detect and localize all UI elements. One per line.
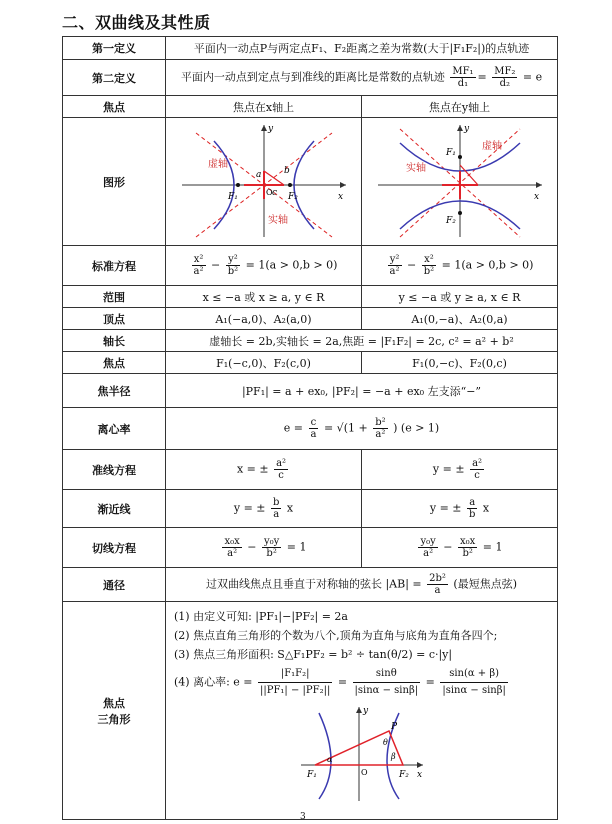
- label-y: y: [362, 706, 368, 716]
- figure-left: [166, 118, 362, 246]
- frac-num: y²: [226, 254, 240, 266]
- frac: [388, 254, 402, 277]
- vertex-right: A₁(0,−a)、A₂(0,a): [362, 308, 558, 330]
- hyperbola-x-figure: [174, 119, 354, 241]
- frac: [353, 666, 421, 699]
- prop-4: (4) 离心率: e = $\frac{\text{|F₁F₂|}}{\text{||PF₁| − |PF₂||}}$ = $\frac{\sin\theta}{|\sin\alpha - \sin\beta|}$ = $\frac{\sin(\alpha + \beta)}{|\sin\alpha - \sin\beta|}$: [174, 666, 549, 699]
- directrix-left: [166, 450, 362, 490]
- row-def2: [63, 60, 558, 96]
- frac-den: a²: [423, 548, 434, 559]
- frac: [262, 536, 281, 559]
- row-label: 顶点: [63, 308, 166, 330]
- label-f1: F₁: [227, 192, 238, 202]
- def2-frac1: [450, 66, 475, 89]
- row-def1: [63, 37, 558, 60]
- triangle-props: [166, 602, 558, 820]
- frac-num: y²: [388, 254, 402, 266]
- frac-den: a: [434, 585, 441, 596]
- label-o: O: [360, 768, 368, 777]
- frac-num: b: [273, 497, 280, 508]
- label-c: c: [271, 188, 277, 198]
- frac-den: b²: [423, 266, 435, 277]
- focal-triangle-figure: [297, 703, 427, 803]
- row-label: 轴长: [63, 330, 166, 352]
- def1-text: 平面内一动点P与两定点F₁、F₂距离之差为常数(大于|F₁F₂|)的点轨迹: [166, 37, 558, 60]
- std-left: $\frac{\text{x²}}{\text{a²}}$ − $\frac{\text{y²}}{\text{b²}}$ = 1(a > 0,b > 0): [166, 246, 362, 286]
- frac-den: b²: [266, 548, 277, 559]
- frac-num: a²: [472, 458, 483, 469]
- frac-den: |sinα − sinβ|: [354, 685, 419, 696]
- frac-num: x²: [192, 254, 206, 266]
- triangle-figure-wrap: [174, 703, 549, 808]
- tangent-left: $\frac{\text{x₀x}}{\text{a²}}$ − $\frac{\text{y₀y}}{\text{b²}}$ = 1: [166, 528, 362, 568]
- range-right: y ≤ −a 或 y ≥ a, x ∈ R: [362, 286, 558, 308]
- frac: [271, 497, 281, 520]
- label-f1: F₁: [306, 770, 317, 780]
- asym-right: [362, 490, 558, 528]
- row-label: 焦点: [63, 352, 166, 374]
- figure-right: [362, 118, 558, 246]
- frac-den: |sinα − sinβ|: [442, 685, 506, 696]
- hyperbola-y-figure: [370, 119, 550, 241]
- asym-pre: y = ±: [233, 501, 266, 515]
- latus-pre: 过双曲线焦点且垂直于对称轴的弦长 |AB| =: [205, 577, 422, 591]
- row-label: 渐近线: [63, 490, 166, 528]
- row-focal-triangle: [63, 602, 558, 820]
- ecc-tail: ) (e > 1): [393, 421, 440, 435]
- frac-den: b²: [462, 548, 473, 559]
- frac-num: x₀x: [460, 536, 476, 547]
- frac-num: sin(α + β): [440, 666, 508, 683]
- frac-num: |F₁F₂|: [258, 666, 332, 683]
- tangent-right: $\frac{\text{y₀y}}{\text{a²}}$ − $\frac{\text{x₀x}}{\text{b²}}$ = 1: [362, 528, 558, 568]
- frac-den: a²: [389, 266, 400, 277]
- std-tail: = 1(a > 0,b > 0): [245, 258, 338, 272]
- row-label: 准线方程: [63, 450, 166, 490]
- label-x: x: [416, 770, 422, 780]
- row-asym: [63, 490, 558, 528]
- focus-point: [458, 211, 462, 215]
- frac-num: MF₁: [452, 66, 474, 77]
- foci-left: F₁(−c,0)、F₂(c,0): [166, 352, 362, 374]
- row-directrix: [63, 450, 558, 490]
- prop-3: (3) 焦点三角形面积: S△F₁PF₂ = b² ÷ tan(θ/2) = c·|y|: [174, 648, 453, 661]
- row-range: [63, 286, 558, 308]
- latus-tail: (最短焦点弦): [453, 577, 518, 591]
- asym-tail: x: [482, 501, 490, 515]
- frac: [274, 458, 288, 481]
- frac: [440, 666, 508, 699]
- frac: [470, 458, 484, 481]
- row-label: 通径: [63, 568, 166, 602]
- row-label: 离心率: [63, 408, 166, 450]
- vertex-left: A₁(−a,0)、A₂(a,0): [166, 308, 362, 330]
- frac-num: MF₂: [494, 66, 516, 77]
- latus-cell: [166, 568, 558, 602]
- row-label: 第一定义: [63, 37, 166, 60]
- frac: [258, 666, 332, 699]
- y-axis-arrow: [457, 125, 463, 131]
- label-y: y: [267, 124, 273, 134]
- frac-num: b²: [375, 417, 386, 428]
- frac-num: a: [467, 497, 477, 509]
- y-axis-arrow: [356, 707, 362, 713]
- row-radius: [63, 374, 558, 408]
- focus-point: [288, 183, 292, 187]
- frac: [226, 254, 240, 277]
- ecc-cell: [166, 408, 558, 450]
- label-f2: F₂: [445, 216, 456, 226]
- row-foci: [63, 352, 558, 374]
- def2-tail: = e: [522, 70, 543, 84]
- label-alpha: α: [326, 755, 332, 764]
- row-axis: [63, 330, 558, 352]
- label-a: a: [255, 170, 261, 180]
- frac-den: c: [474, 470, 480, 481]
- row-std: [63, 246, 558, 286]
- label-o: O: [265, 188, 273, 197]
- frac-den: a²: [193, 266, 204, 277]
- label-f1: F₁: [445, 148, 456, 158]
- asym-left: [166, 490, 362, 528]
- label-f2: F₂: [287, 192, 298, 202]
- p4-pre: (4) 离心率: e =: [174, 675, 253, 689]
- range-left: x ≤ −a 或 x ≥ a, y ∈ R: [166, 286, 362, 308]
- frac-den: c: [278, 470, 284, 481]
- frac: [309, 417, 319, 440]
- row-label: 范围: [63, 286, 166, 308]
- frac-den: a²: [227, 548, 238, 559]
- hyperbola-table: [62, 36, 558, 820]
- focus-point: [236, 183, 240, 187]
- row-tangent: [63, 528, 558, 568]
- ecc-pre: e =: [283, 421, 303, 435]
- row-label: 切线方程: [63, 528, 166, 568]
- label-x: x: [533, 192, 539, 202]
- row-label: 图形: [63, 118, 166, 246]
- frac-num: 2b²: [429, 573, 446, 584]
- label-y: y: [463, 124, 469, 134]
- std-right: $\frac{\text{y²}}{\text{a²}}$ − $\frac{\text{x²}}{\text{b²}}$ = 1(a > 0,b > 0): [362, 246, 558, 286]
- frac-den: a: [273, 509, 280, 520]
- frac-den: d₁: [457, 78, 469, 89]
- label-shi: 实轴: [267, 215, 288, 226]
- def2-text: 平面内一动点到定点与到准线的距离比是常数的点轨迹: [180, 70, 445, 84]
- row-focus-pos: [63, 96, 558, 118]
- dir-pre: x = ±: [236, 462, 269, 476]
- frac: [427, 573, 448, 596]
- label-f2: F₂: [398, 770, 409, 780]
- frac-num: c: [309, 417, 319, 429]
- c-segment: [264, 171, 284, 185]
- asym-tail: x: [286, 501, 294, 515]
- row-label: 焦点: [63, 96, 166, 118]
- row-figure: [63, 118, 558, 246]
- frac-den: ||PF₁| − |PF₂||: [260, 685, 331, 696]
- label-beta: β: [390, 752, 396, 761]
- dir-pre: y = ±: [432, 462, 465, 476]
- frac-den: b: [469, 509, 476, 520]
- frac-den: b²: [227, 266, 239, 277]
- label-xu: 虚轴: [207, 159, 228, 170]
- row-label: 标准方程: [63, 246, 166, 286]
- frac: [467, 497, 477, 520]
- row-ecc: [63, 408, 558, 450]
- label-shi: 实轴: [405, 163, 426, 174]
- label-theta: θ: [382, 738, 388, 747]
- directrix-right: [362, 450, 558, 490]
- focus-pos-right: 焦点在y轴上: [362, 96, 558, 118]
- prop-1: (1) 由定义可知: |PF₁|−|PF₂| = 2a: [174, 610, 348, 623]
- frac: [422, 254, 436, 277]
- tangent-tail: = 1: [482, 540, 503, 554]
- row-label: 第二定义: [63, 60, 166, 96]
- label-b: b: [283, 166, 290, 176]
- frac-num: x²: [422, 254, 436, 266]
- frac-num: x₀x: [224, 536, 240, 547]
- def2-cell: 平面内一动点到定点与到准线的距离比是常数的点轨迹 $\frac{\text{MF₁}}{\text{d₁}}$ = $\frac{\text{MF₂}}{\text{d₂}}$ = e: [166, 60, 558, 96]
- frac-num: sinθ: [353, 666, 421, 683]
- ecc-mid: = √(1 +: [323, 421, 368, 435]
- y-axis-arrow: [261, 125, 267, 131]
- tangent-tail: = 1: [286, 540, 307, 554]
- frac-num: y₀y: [263, 536, 280, 547]
- prop-2: (2) 焦点直角三角形的个数为八个,顶角为直角与底角为直角各四个;: [174, 629, 498, 642]
- c-segment: [460, 165, 478, 185]
- focus-pos-left: 焦点在x轴上: [166, 96, 362, 118]
- std-tail: = 1(a > 0,b > 0): [441, 258, 534, 272]
- x-axis-arrow: [340, 182, 346, 188]
- row-latus: [63, 568, 558, 602]
- label-xu: 虚轴: [481, 141, 502, 152]
- def2-frac2: [492, 66, 517, 89]
- frac-den: d₂: [499, 78, 511, 89]
- label-p: P: [390, 722, 397, 732]
- frac-num: a²: [276, 458, 287, 469]
- frac: [373, 417, 387, 440]
- frac-den: a²: [375, 429, 386, 440]
- frac: [458, 536, 477, 559]
- axis-text: 虚轴长 = 2b,实轴长 = 2a,焦距 = |F₁F₂| = 2c, c² = a² + b²: [166, 330, 558, 352]
- radius-text: |PF₁| = a + ex₀, |PF₂| = −a + ex₀ 左支添“−”: [166, 374, 558, 408]
- focus-point: [458, 155, 462, 159]
- label-x: x: [337, 192, 343, 202]
- row-label: 焦半径: [63, 374, 166, 408]
- row-vertex: [63, 308, 558, 330]
- page-number: 3: [300, 812, 306, 822]
- label-line2: 三角形: [97, 712, 131, 726]
- label-line1: 焦点: [103, 696, 125, 710]
- foci-right: F₁(0,−c)、F₂(0,c): [362, 352, 558, 374]
- x-axis-arrow: [417, 762, 423, 768]
- frac-num: y₀y: [420, 536, 436, 547]
- frac-den: a: [310, 429, 317, 440]
- x-axis-arrow: [536, 182, 542, 188]
- row-label: [63, 602, 166, 820]
- frac: [222, 536, 241, 559]
- frac: [192, 254, 206, 277]
- asym-pre: y = ±: [429, 501, 462, 515]
- section-heading: 二、双曲线及其性质: [62, 13, 211, 32]
- frac: [418, 536, 437, 559]
